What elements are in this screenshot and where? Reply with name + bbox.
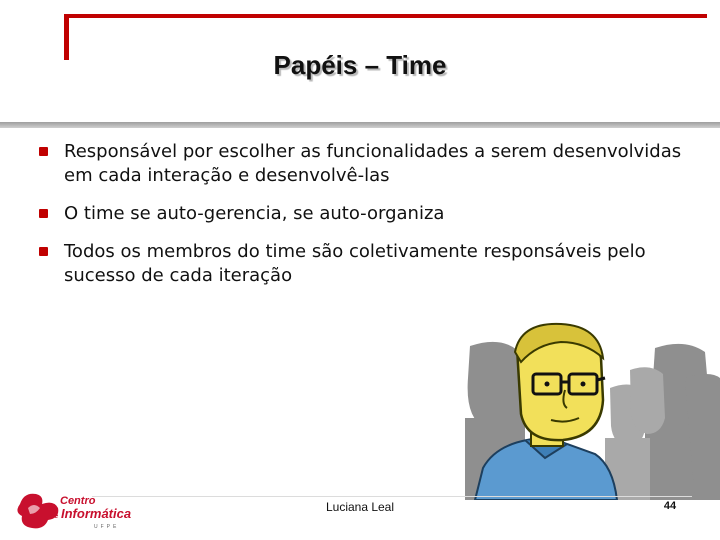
frame-line-horizontal: [64, 14, 707, 18]
bullet-text: Todos os membros do time são coletivamente responsáveis pelo sucesso de cada iteração: [64, 241, 646, 286]
bullet-text: O time se auto-gerencia, se auto-organiza: [64, 203, 445, 224]
bullet-item: [36, 240, 696, 288]
bullet-list: [36, 140, 696, 302]
bullet-square-icon: [39, 209, 48, 218]
bullet-square-icon: [39, 247, 48, 256]
bullet-item: [36, 140, 696, 188]
footer-author: Luciana Leal: [325, 500, 395, 514]
page-number: 44: [663, 500, 677, 512]
centro-de-informatica-logo: [14, 486, 144, 536]
slide-title: Papéis – Time: [273, 50, 447, 80]
logo-line3: UFPE: [94, 524, 120, 530]
bullet-item: [36, 202, 696, 226]
team-person-icon: [465, 318, 720, 500]
logo-line2-prefix: de: [50, 513, 59, 520]
bullet-square-icon: [39, 147, 48, 156]
bullet-text: Responsável por escolher as funcionalidades a serem desenvolvidas em cada interação e desenvolvê-las: [64, 141, 682, 186]
logo-line1: Centro: [60, 495, 96, 507]
title-divider: [0, 122, 720, 128]
footer-divider: [92, 496, 692, 497]
logo-line2: Informática: [61, 506, 132, 521]
